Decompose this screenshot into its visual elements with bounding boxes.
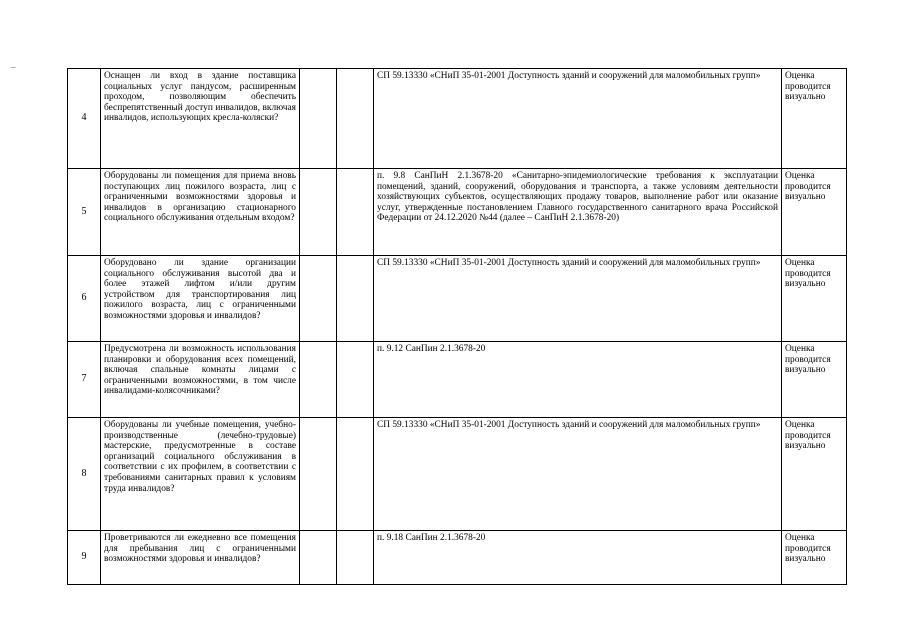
row-number: 6	[68, 256, 101, 342]
answer-no-cell	[337, 169, 374, 256]
answer-no-cell	[337, 342, 374, 418]
requirement-cell: п. 9.8 СанПиН 2.1.3678-20 «Санитарно-эпидемиологические требования к эксплуатации помещений, зданий, сооружений, оборудования и транспорта, а также условиям деятельности хозяйствующих субъектов, осуществляющих продажу товаров, выполнение работ или оказание услуг, утвержденные постановлением Главного государственного санитарного врача Российской Федерации от 24.12.2020 №44 (далее – СанПиН 2.1.3678-20)	[374, 169, 782, 256]
table-row	[68, 169, 847, 256]
evaluation-cell: Оценка проводится визуально	[782, 418, 847, 531]
answer-no-cell	[337, 418, 374, 531]
question-cell: Оборудованы ли учебные помещения, учебно-производственные (лечебно-трудовые) мастерские, предусмотренные в составе организаций социального обслуживания в соответствии с их профилем, в соответствии с требованиями санитарных правил к условиям труда инвалидов?	[101, 418, 300, 531]
evaluation-cell: Оценка проводится визуально	[782, 69, 847, 169]
row-number: 5	[68, 169, 101, 256]
checklist-table	[67, 68, 847, 585]
question-cell: Проветриваются ли ежедневно все помещения для пребывания лиц с ограниченными возможностями здоровья и инвалидов?	[101, 531, 300, 585]
table-row	[68, 256, 847, 342]
question-cell: Предусмотрена ли возможность использования планировки и оборудования всех помещений, включая спальные комнаты лицами с ограниченными возможностями, в том числе инвалидами-колясочниками?	[101, 342, 300, 418]
answer-no-cell	[337, 256, 374, 342]
evaluation-cell: Оценка проводится визуально	[782, 531, 847, 585]
requirement-cell: п. 9.18 СанПин 2.1.3678-20	[374, 531, 782, 585]
table-row	[68, 531, 847, 585]
row-number: 4	[68, 69, 101, 169]
question-cell: Оборудованы ли помещения для приема вновь поступающих лиц пожилого возраста, лиц с ограниченными возможностями здоровья и инвалидов в организацию стационарного социального обслуживания отдельным входом?	[101, 169, 300, 256]
table-row	[68, 69, 847, 169]
answer-yes-cell	[300, 418, 337, 531]
table-row	[68, 418, 847, 531]
margin-mark: –	[11, 62, 16, 72]
question-cell: Оснащен ли вход в здание поставщика социальных услуг пандусом, расширенным проходом, позволяющим обеспечить беспрепятственный доступ инвалидов, включая инвалидов, использующих кресла-коляски?	[101, 69, 300, 169]
answer-yes-cell	[300, 169, 337, 256]
table-row	[68, 342, 847, 418]
answer-yes-cell	[300, 69, 337, 169]
answer-yes-cell	[300, 531, 337, 585]
row-number: 7	[68, 342, 101, 418]
answer-yes-cell	[300, 256, 337, 342]
answer-yes-cell	[300, 342, 337, 418]
requirement-cell: СП 59.13330 «СНиП 35-01-2001 Доступность зданий и сооружений для маломобильных групп»	[374, 256, 782, 342]
row-number: 9	[68, 531, 101, 585]
requirement-cell: СП 59.13330 «СНиП 35-01-2001 Доступность зданий и сооружений для маломобильных групп»	[374, 69, 782, 169]
row-number: 8	[68, 418, 101, 531]
evaluation-cell: Оценка проводится визуально	[782, 169, 847, 256]
answer-no-cell	[337, 69, 374, 169]
evaluation-cell: Оценка проводится визуально	[782, 342, 847, 418]
question-cell: Оборудовано ли здание организации социального обслуживания высотой два и более этажей лифтом и/или другим устройством для транспортирования лиц пожилого возраста, лиц с ограниченными возможностями здоровья и инвалидов?	[101, 256, 300, 342]
evaluation-cell: Оценка проводится визуально	[782, 256, 847, 342]
requirement-cell: п. 9.12 СанПин 2.1.3678-20	[374, 342, 782, 418]
answer-no-cell	[337, 531, 374, 585]
requirement-cell: СП 59.13330 «СНиП 35-01-2001 Доступность зданий и сооружений для маломобильных групп»	[374, 418, 782, 531]
